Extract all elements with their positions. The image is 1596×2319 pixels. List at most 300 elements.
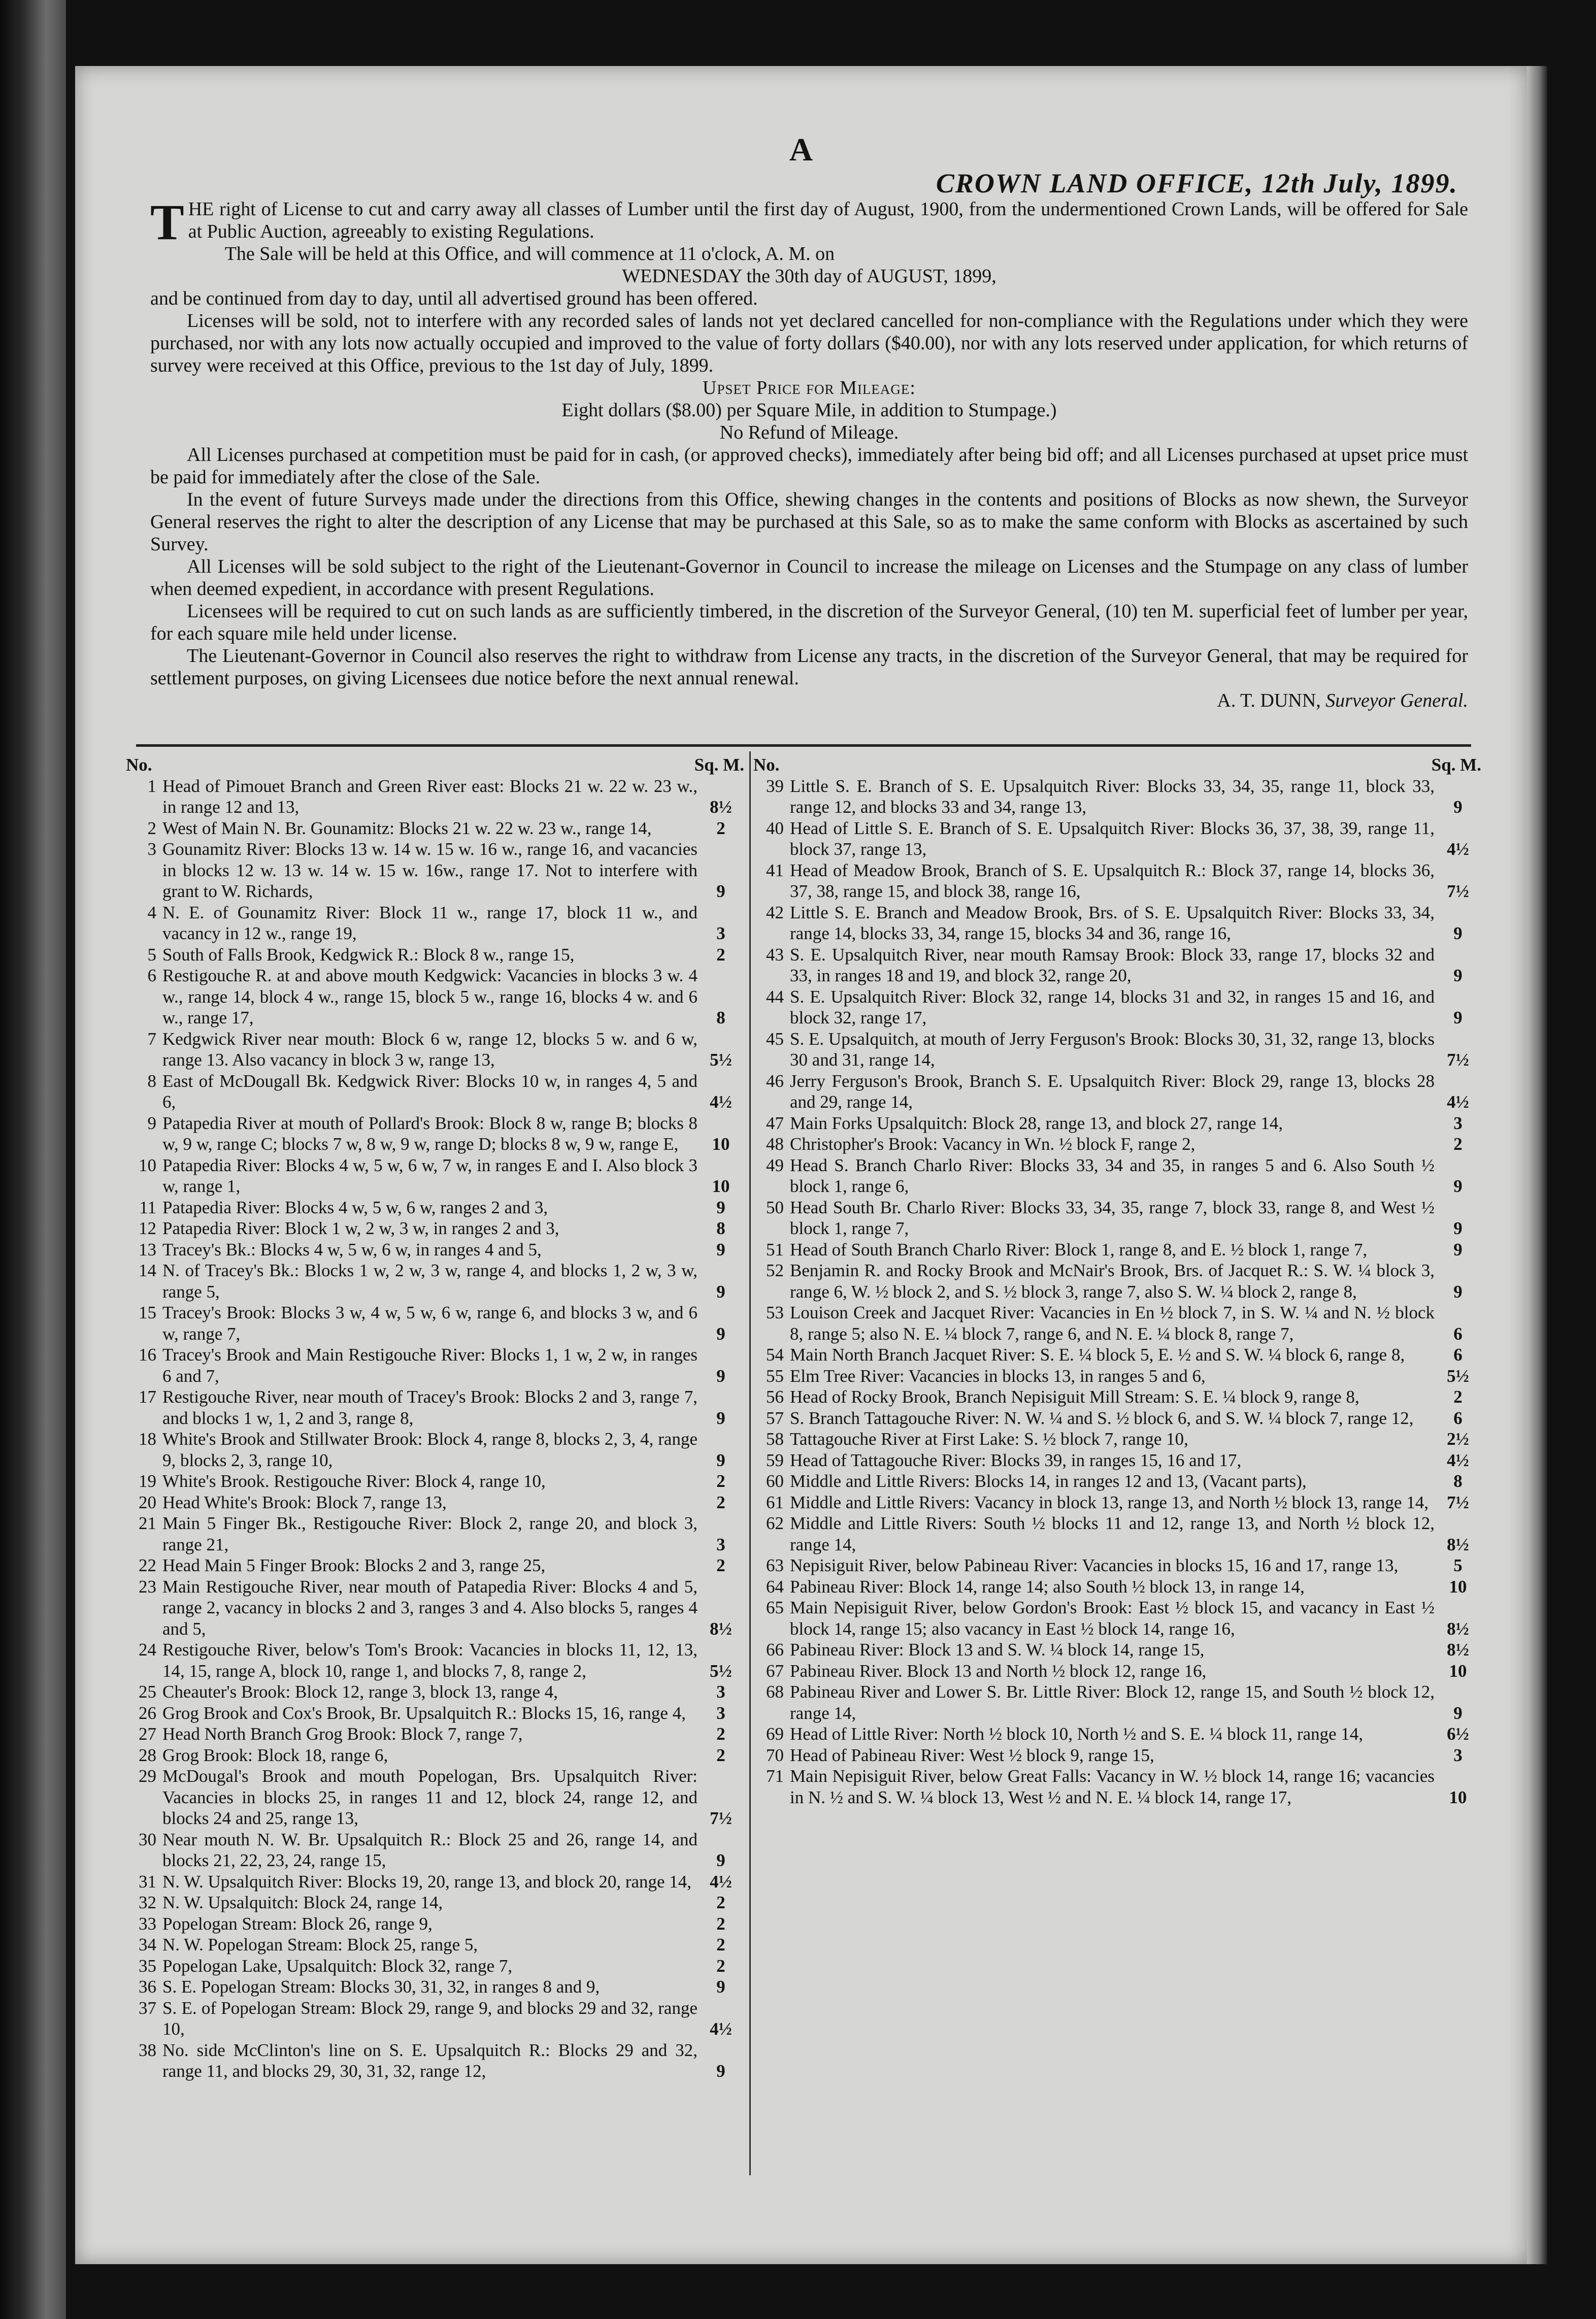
- entry-number: 45: [766, 1029, 784, 1049]
- entry-text: S. E. of Popelogan Stream: Block 29, range 9, and blocks 29 and 32, range 10,: [162, 1998, 697, 2039]
- entry-description: [126, 818, 697, 839]
- entry-number: 30: [139, 1829, 156, 1849]
- entry-description: [126, 1892, 697, 1913]
- entry-number: 53: [766, 1303, 784, 1322]
- entry-description: [753, 1429, 1435, 1450]
- entry-text: Little S. E. Branch of S. E. Upsalquitch River: Blocks 33, 34, 35, range 11, block 33, range 12, and blocks 33 and 34, range 13,: [790, 776, 1435, 817]
- entry-square-miles: 3: [716, 923, 725, 943]
- page-edge: [1527, 66, 1547, 2264]
- entry-text: Tracey's Brook and Main Restigouche River: Blocks 1, 1 w, 2 w, in ranges 6 and 7,: [162, 1345, 697, 1386]
- license-entry: [126, 1976, 744, 1998]
- column-divider: [749, 751, 751, 2175]
- entry-description: [126, 1724, 697, 1745]
- entry-number: 34: [139, 1935, 156, 1954]
- entry-square-miles: 9: [716, 1977, 725, 1997]
- entry-square-miles: 8½: [710, 1618, 732, 1639]
- entry-square-miles: 2½: [1447, 1429, 1469, 1449]
- license-entry: [753, 1639, 1481, 1661]
- entry-description: [126, 1471, 697, 1492]
- entry-number: 8: [147, 1071, 156, 1091]
- entry-text: Pabineau River: Block 13 and S. W. ¼ block 14, range 15,: [790, 1640, 1205, 1660]
- entry-square-miles: 5½: [710, 1661, 732, 1681]
- license-entry: [753, 1429, 1481, 1450]
- entry-description: [753, 1471, 1435, 1492]
- entry-text: Head of Rocky Brook, Branch Nepisiguit Mill Stream: S. E. ¼ block 9, range 8,: [790, 1387, 1359, 1407]
- entry-square-miles: 6½: [1447, 1724, 1469, 1744]
- document-page: [75, 66, 1527, 2264]
- signature: [150, 689, 1468, 712]
- sale-date-line: WEDNESDAY the 30th day of AUGUST, 1899,: [622, 266, 996, 287]
- entry-text: Pabineau River and Lower S. Br. Little River: Block 12, range 15, and South ½ block 12, range 14,: [790, 1682, 1435, 1723]
- entry-square-miles: 6: [1453, 1323, 1462, 1344]
- entry-text: Restigouche R. at and above mouth Kedgwick: Vacancies in blocks 3 w. 4 w., range 14, block 4 w., range 15, block 5 w., range 16, blocks 4 w. and 6 w., range 17,: [162, 966, 697, 1028]
- entry-number: 49: [766, 1155, 784, 1175]
- entry-square-miles: 9: [716, 2061, 725, 2081]
- entry-description: [126, 1639, 697, 1681]
- entry-square-miles: 4½: [710, 1871, 732, 1892]
- license-entry: [126, 1639, 744, 1681]
- upset-price-heading: Upset Price for Mileage:: [703, 377, 916, 399]
- left-entries: [126, 776, 744, 2082]
- entry-number: 14: [139, 1261, 156, 1280]
- license-entry: [126, 965, 744, 1029]
- entry-square-miles: 9: [1453, 1008, 1462, 1028]
- entry-number: 65: [766, 1598, 784, 1617]
- entry-square-miles: 9: [1453, 1239, 1462, 1260]
- notice-body: [150, 194, 1468, 712]
- entry-description: [126, 1260, 697, 1302]
- entry-number: 24: [139, 1640, 156, 1660]
- entry-text: Head of Pimouet Branch and Green River east: Blocks 21 w. 22 w. 23 w., in range 12 and 13,: [162, 776, 697, 817]
- entry-text: Jerry Ferguson's Brook, Branch S. E. Upsalquitch River: Block 29, range 13, blocks 28 and 29, range 14,: [790, 1071, 1435, 1112]
- entry-number: 58: [766, 1429, 784, 1449]
- notice-paragraph-8: Licensees will be required to cut on such lands as are sufficiently timbered, in the discretion of the Surveyor General, (10) ten M. superficial feet of lumber per year, for each square mile held under license.: [150, 601, 1468, 644]
- entry-square-miles: 2: [716, 944, 725, 965]
- entry-description: [753, 1639, 1435, 1661]
- notice-paragraph-7: All Licenses will be sold subject to the right of the Lieutenant-Governor in Council to increase the mileage on Licenses and the Stumpage on any class of lumber when deemed expedient, in accordance with present Regulations.: [150, 556, 1468, 600]
- entry-number: 43: [766, 944, 784, 965]
- column-header: [753, 754, 1481, 776]
- license-entry: [753, 1513, 1481, 1555]
- license-list-left: [126, 754, 744, 2082]
- entry-text: N. E. of Gounamitz River: Block 11 w., range 17, block 11 w., and vacancy in 12 w., range 19,: [162, 902, 697, 943]
- license-entry: [126, 1302, 744, 1344]
- license-entry: [753, 944, 1481, 986]
- notice-paragraph-1: [150, 194, 1468, 250]
- entry-text: Head North Branch Grog Brook: Block 7, range 7,: [162, 1724, 523, 1744]
- license-entry: [126, 1766, 744, 1829]
- entry-description: [753, 986, 1435, 1029]
- entry-square-miles: 10: [712, 1176, 730, 1196]
- entry-square-miles: 2: [716, 1913, 725, 1934]
- entry-number: 44: [766, 986, 784, 1007]
- entry-description: [126, 1934, 697, 1956]
- license-entry: [126, 1703, 744, 1724]
- entry-description: [753, 1155, 1435, 1197]
- entry-description: [126, 1956, 697, 1977]
- entry-number: 21: [139, 1513, 156, 1533]
- license-entry: [126, 902, 744, 944]
- entry-number: 47: [766, 1113, 784, 1133]
- entry-text: Benjamin R. and Rocky Brook and McNair's Brook, Brs. of Jacquet R.: S. W. ¼ block 3, range 6, W. ½ block 2, and S. ½ block 3, range 7, also S. W. ¼ block 2, range 8,: [790, 1261, 1435, 1302]
- section-letter: A: [789, 131, 813, 168]
- license-entry: [753, 1450, 1481, 1471]
- entry-description: [126, 1429, 697, 1471]
- column-header-no: No.: [126, 755, 152, 775]
- entry-number: 26: [139, 1703, 156, 1723]
- notice-paragraph-4: Licenses will be sold, not to interfere with any recorded sales of lands not yet declared cancelled for non-compliance with the Regulations under which they were purchased, nor with any lots now actually occupied and improved to the value of forty dollars ($40.00), nor with any lots reserved under application, for which returns of survey were received at this Office, previous to the 1st day of July, 1899.: [150, 310, 1468, 376]
- entry-number: 59: [766, 1450, 784, 1470]
- entry-square-miles: 2: [716, 1956, 725, 1976]
- entry-text: S. E. Upsalquitch, at mouth of Jerry Ferguson's Brook: Blocks 30, 31, 32, range 13, blocks 30 and 31, range 14,: [790, 1029, 1435, 1070]
- entry-number: 15: [139, 1303, 156, 1322]
- entry-text: West of Main N. Br. Gounamitz: Blocks 21 w. 22 w. 23 w., range 14,: [162, 818, 652, 838]
- entry-text: Tattagouche River at First Lake: S. ½ block 7, range 10,: [790, 1429, 1188, 1449]
- entry-square-miles: 5½: [1447, 1366, 1469, 1386]
- entry-square-miles: 5½: [710, 1050, 732, 1070]
- entry-number: 33: [139, 1913, 156, 1934]
- office-heading: CROWN LAND OFFICE, 12th July, 1899.: [936, 168, 1458, 198]
- license-entry: [753, 1555, 1481, 1576]
- entry-square-miles: 7½: [1447, 1050, 1469, 1070]
- entry-square-miles: 9: [716, 1323, 725, 1344]
- license-list-right: [753, 754, 1481, 1808]
- entry-square-miles: 3: [716, 1703, 725, 1723]
- entry-number: 23: [139, 1576, 156, 1597]
- entry-description: [753, 818, 1435, 860]
- entry-number: 71: [766, 1766, 784, 1786]
- notice-paragraph-9: The Lieutenant-Governor in Council also reserves the right to withdraw from License any tracts, in the discretion of the Surveyor General, that may be required for settlement purposes, on giving Licensees due notice before the next annual renewal.: [150, 645, 1468, 689]
- entry-square-miles: 9: [716, 1197, 725, 1217]
- signature-name: A. T. DUNN,: [1217, 690, 1321, 711]
- entry-description: [126, 1766, 697, 1829]
- license-entry: [126, 1260, 744, 1302]
- entry-number: 35: [139, 1956, 156, 1976]
- license-entry: [753, 1766, 1481, 1808]
- entry-number: 50: [766, 1197, 784, 1217]
- notice-paragraph-1-text: HE right of License to cut and carry away all classes of Lumber until the first day of August, 1900, from the undermentioned Crown Lands, will be offered for Sale at Public Auction, agreeably to existing Regulations.: [188, 198, 1468, 242]
- entry-number: 61: [766, 1492, 784, 1512]
- entry-text: Gounamitz River: Blocks 13 w. 14 w. 15 w. 16 w., range 16, and vacancies in blocks 12 w. 13 w. 14 w. 15 w. 16w., range 17. Not to interfere with grant to W. Richards,: [162, 839, 697, 901]
- license-entry: [126, 1555, 744, 1576]
- entry-square-miles: 3: [1453, 1113, 1462, 1133]
- license-entry: [126, 1745, 744, 1766]
- entry-text: Head of Meadow Brook, Branch of S. E. Upsalquitch R.: Block 37, range 14, blocks 36, 37, 38, range 15, and block 38, range 16,: [790, 860, 1435, 901]
- entry-number: 54: [766, 1345, 784, 1365]
- entry-text: Restigouche River, near mouth of Tracey's Brook: Blocks 2 and 3, range 7, and blocks 1 w, 1, 2 and 3, range 8,: [162, 1387, 697, 1428]
- entry-number: 31: [139, 1871, 156, 1892]
- license-entry: [753, 1366, 1481, 1387]
- entry-square-miles: 2: [716, 1471, 725, 1491]
- license-entry: [753, 1724, 1481, 1745]
- entry-text: Kedgwick River near mouth: Block 6 w, range 12, blocks 5 w. and 6 w, range 13. Also vacancy in block 3 w, range 13,: [162, 1029, 697, 1070]
- entry-number: 1: [147, 776, 156, 796]
- license-entry: [126, 1871, 744, 1893]
- entry-number: 10: [139, 1155, 156, 1175]
- entry-number: 25: [139, 1682, 156, 1702]
- entry-number: 48: [766, 1134, 784, 1154]
- notice-paragraph-3: and be continued from day to day, until all advertised ground has been offered.: [150, 288, 758, 309]
- entry-square-miles: 9: [716, 1408, 725, 1428]
- entry-description: [126, 1492, 697, 1513]
- entry-number: 51: [766, 1239, 784, 1260]
- entry-square-miles: 8: [716, 1218, 725, 1238]
- license-entry: [126, 1829, 744, 1871]
- entry-number: 46: [766, 1071, 784, 1091]
- entry-number: 6: [147, 966, 156, 985]
- entry-text: S. Branch Tattagouche River: N. W. ¼ and S. ½ block 6, and S. W. ¼ block 7, range 12,: [790, 1408, 1414, 1428]
- entry-description: [126, 944, 697, 966]
- license-entry: [126, 1239, 744, 1261]
- license-entry: [753, 1302, 1481, 1344]
- license-entry: [126, 1956, 744, 1977]
- license-entry: [126, 1998, 744, 2040]
- entry-description: [753, 1492, 1435, 1513]
- entry-square-miles: 4½: [1447, 1450, 1469, 1470]
- entry-square-miles: 2: [716, 818, 725, 838]
- entry-number: 19: [139, 1471, 156, 1491]
- entry-number: 63: [766, 1555, 784, 1575]
- license-entry: [126, 1934, 744, 1956]
- license-entry: [126, 1892, 744, 1913]
- license-entry: [126, 944, 744, 966]
- entry-number: 12: [139, 1218, 156, 1238]
- entry-square-miles: 2: [1453, 1387, 1462, 1407]
- entry-description: [753, 1029, 1435, 1071]
- entry-square-miles: 4½: [710, 1092, 732, 1112]
- entry-number: 55: [766, 1366, 784, 1386]
- entry-description: [126, 1071, 697, 1113]
- entry-number: 57: [766, 1408, 784, 1428]
- entry-text: Main Nepisiguit River, below Gordon's Brook: East ½ block 15, and vacancy in East ½ block 14, range 15; also vacancy in East ½ block 14, range 16,: [790, 1598, 1435, 1639]
- license-entry: [753, 986, 1481, 1029]
- license-entry: [126, 1071, 744, 1113]
- entry-square-miles: 7½: [1447, 1492, 1469, 1512]
- entry-square-miles: 2: [716, 1492, 725, 1512]
- notice-paragraph-6: In the event of future Surveys made under the directions from this Office, shewing changes in the contents and positions of Blocks as now shewn, the Surveyor General reserves the right to alter the description of any License that may be purchased at this Sale, so as to make the same conform with Blocks as ascertained by such Survey.: [150, 489, 1468, 555]
- entry-square-miles: 4½: [710, 2019, 732, 2039]
- license-entry: [753, 1492, 1481, 1513]
- entry-description: [753, 1302, 1435, 1344]
- license-entry: [126, 2040, 744, 2082]
- license-entry: [753, 818, 1481, 860]
- entry-description: [126, 1197, 697, 1218]
- entry-number: 17: [139, 1387, 156, 1407]
- entry-number: 56: [766, 1387, 784, 1407]
- entry-square-miles: 9: [1453, 1281, 1462, 1302]
- entry-number: 32: [139, 1893, 156, 1912]
- no-refund-line: No Refund of Mileage.: [719, 422, 899, 443]
- entry-text: Nepisiguit River, below Pabineau River: Vacancies in blocks 15, 16 and 17, range 13,: [790, 1555, 1399, 1575]
- entry-text: Grog Brook and Cox's Brook, Br. Upsalquitch R.: Blocks 15, 16, range 4,: [162, 1703, 686, 1723]
- entry-text: White's Brook. Restigouche River: Block 4, range 10,: [162, 1471, 546, 1491]
- license-entry: [126, 1113, 744, 1155]
- entry-square-miles: 9: [716, 1366, 725, 1386]
- entry-number: 28: [139, 1745, 156, 1765]
- entry-square-miles: 6: [1453, 1345, 1462, 1365]
- entry-text: Patapedia River: Blocks 4 w, 5 w, 6 w, 7 w, in ranges E and I. Also block 3 w, range 1,: [162, 1155, 697, 1196]
- entry-square-miles: 10: [1449, 1661, 1467, 1681]
- entry-description: [126, 902, 697, 944]
- entry-text: N. W. Popelogan Stream: Block 25, range 5,: [162, 1935, 478, 1954]
- entry-text: East of McDougall Bk. Kedgwick River: Blocks 10 w, in ranges 4, 5 and 6,: [162, 1071, 697, 1112]
- entry-text: Grog Brook: Block 18, range 6,: [162, 1745, 388, 1765]
- license-entry: [753, 1597, 1481, 1639]
- entry-square-miles: 2: [716, 1935, 725, 1954]
- entry-description: [753, 1239, 1435, 1261]
- entry-number: 13: [139, 1239, 156, 1260]
- entry-description: [753, 1366, 1435, 1387]
- drop-cap: T: [150, 194, 184, 250]
- entry-description: [126, 1703, 697, 1724]
- entry-description: [126, 1302, 697, 1344]
- entry-description: [753, 944, 1435, 986]
- entry-description: [126, 1218, 697, 1239]
- upset-price-line: Eight dollars ($8.00) per Square Mile, in addition to Stumpage.): [561, 400, 1057, 421]
- entry-number: 27: [139, 1724, 156, 1744]
- entry-square-miles: 10: [1449, 1787, 1467, 1807]
- column-header-no: No.: [753, 755, 780, 775]
- entry-text: Main 5 Finger Bk., Restigouche River: Block 2, range 20, and block 3, range 21,: [162, 1513, 697, 1554]
- license-entry: [753, 902, 1481, 944]
- entry-number: 66: [766, 1640, 784, 1660]
- entry-text: Louison Creek and Jacquet River: Vacancies in En ½ block 7, in S. W. ¼ and N. ½ block 8, range 5; also N. E. ¼ block 7, range 6, and N. E. ¼ block 8, range 7,: [790, 1303, 1435, 1344]
- license-entry: [126, 1218, 744, 1239]
- license-entry: [753, 1471, 1481, 1492]
- entry-square-miles: 9: [1453, 966, 1462, 985]
- license-entry: [753, 1386, 1481, 1408]
- license-entry: [126, 1681, 744, 1703]
- entry-square-miles: 9: [1453, 1176, 1462, 1196]
- entry-description: [126, 1913, 697, 1935]
- right-entries: [753, 776, 1481, 1808]
- license-entry: [126, 1492, 744, 1513]
- notice-paragraph-5: All Licenses purchased at competition must be paid for in cash, (or approved checks), immediately after being bid off; and all Licenses purchased at upset price must be paid for immediately after the close of the Sale.: [150, 444, 1468, 488]
- entry-square-miles: 8: [1453, 1471, 1462, 1491]
- entry-description: [753, 1113, 1435, 1134]
- entry-number: 42: [766, 902, 784, 922]
- entry-text: Pabineau River. Block 13 and North ½ block 12, range 16,: [790, 1661, 1207, 1681]
- entry-number: 69: [766, 1724, 784, 1744]
- entry-number: 9: [147, 1113, 156, 1133]
- entry-square-miles: 9: [716, 881, 725, 901]
- entry-text: Head of Pabineau River: West ½ block 9, range 15,: [790, 1745, 1154, 1765]
- entry-description: [753, 1576, 1435, 1598]
- entry-text: Cheauter's Brook: Block 12, range 3, block 13, range 4,: [162, 1682, 558, 1702]
- license-entry: [753, 1155, 1481, 1197]
- book-binding: [0, 0, 66, 2319]
- entry-text: S. E. Upsalquitch River, near mouth Ramsay Brook: Block 33, range 17, blocks 32 and 33, in ranges 18 and 19, and block 32, range 20,: [790, 944, 1435, 985]
- entry-square-miles: 3: [716, 1682, 725, 1702]
- signature-title: Surveyor General.: [1325, 690, 1468, 711]
- entry-number: 39: [766, 776, 784, 796]
- entry-square-miles: 6: [1453, 1408, 1462, 1428]
- notice-paragraph-2: The Sale will be held at this Office, and will commence at 11 o'clock, A. M. on: [224, 243, 835, 264]
- license-entry: [126, 1155, 744, 1197]
- license-entry: [753, 1576, 1481, 1598]
- entry-number: 40: [766, 818, 784, 838]
- entry-square-miles: 2: [716, 1893, 725, 1912]
- entry-square-miles: 3: [1453, 1745, 1462, 1765]
- entry-text: S. E. Upsalquitch River: Block 32, range 14, blocks 31 and 32, in ranges 15 and 16, and block 32, range 17,: [790, 986, 1435, 1028]
- entry-text: Patapedia River: Blocks 4 w, 5 w, 6 w, ranges 2 and 3,: [162, 1197, 548, 1217]
- entry-square-miles: 9: [1453, 797, 1462, 817]
- entry-description: [753, 1134, 1435, 1155]
- entry-text: Head White's Brook: Block 7, range 13,: [162, 1492, 447, 1512]
- entry-description: [126, 1344, 697, 1386]
- entry-number: 18: [139, 1429, 156, 1449]
- entry-description: [126, 776, 697, 818]
- license-entry: [126, 1429, 744, 1471]
- license-entry: [753, 1134, 1481, 1155]
- entry-text: McDougal's Brook and mouth Popelogan, Brs. Upsalquitch River: Vacancies in blocks 25, in ranges 11 and 12, block 24, range 12, and blocks 24 and 25, range 13,: [162, 1766, 697, 1828]
- entry-square-miles: 10: [1449, 1576, 1467, 1597]
- entry-description: [126, 1871, 697, 1893]
- entry-square-miles: 2: [716, 1724, 725, 1744]
- license-entry: [753, 776, 1481, 818]
- entry-description: [126, 1386, 697, 1429]
- entry-text: Head Main 5 Finger Brook: Blocks 2 and 3, range 25,: [162, 1555, 546, 1575]
- entry-description: [753, 1555, 1435, 1576]
- entry-text: N. of Tracey's Bk.: Blocks 1 w, 2 w, 3 w, range 4, and blocks 1, 2 w, 3 w, range 5,: [162, 1261, 697, 1302]
- entry-text: Restigouche River, below's Tom's Brook: Vacancies in blocks 11, 12, 13, 14, 15, range A, block 10, range 1, and blocks 7, 8, range 2,: [162, 1640, 697, 1681]
- entry-square-miles: 8½: [1447, 1640, 1469, 1660]
- entry-square-miles: 7½: [1447, 881, 1469, 901]
- license-entry: [753, 1113, 1481, 1134]
- entry-text: Elm Tree River: Vacancies in blocks 13, in ranges 5 and 6,: [790, 1366, 1206, 1386]
- entry-description: [126, 1113, 697, 1155]
- entry-text: Tracey's Brook: Blocks 3 w, 4 w, 5 w, 6 w, range 6, and blocks 3 w, and 6 w, range 7,: [162, 1303, 697, 1344]
- entry-description: [126, 1029, 697, 1071]
- entry-text: Tracey's Bk.: Blocks 4 w, 5 w, 6 w, in ranges 4 and 5,: [162, 1239, 542, 1260]
- entry-description: [126, 1745, 697, 1766]
- entry-square-miles: 9: [1453, 1703, 1462, 1723]
- entry-square-miles: 9: [716, 1239, 725, 1260]
- entry-square-miles: 9: [716, 1850, 725, 1870]
- entry-number: 2: [147, 818, 156, 838]
- entry-text: Little S. E. Branch and Meadow Brook, Brs. of S. E. Upsalquitch River: Blocks 33, 34, range 14, blocks 33, 34, range 15, blocks 34 and 36, range 16,: [790, 902, 1435, 943]
- license-entry: [126, 839, 744, 902]
- entry-number: 16: [139, 1345, 156, 1365]
- entry-description: [753, 1766, 1435, 1808]
- entry-square-miles: 8½: [1447, 1534, 1469, 1554]
- entry-description: [753, 1408, 1435, 1429]
- entry-number: 7: [147, 1029, 156, 1049]
- entry-square-miles: 4½: [1447, 839, 1469, 859]
- license-entry: [753, 1071, 1481, 1113]
- entry-description: [126, 1681, 697, 1703]
- entry-text: Main Forks Upsalquitch: Block 28, range 13, and block 27, range 14,: [790, 1113, 1283, 1133]
- entry-text: Head of Little S. E. Branch of S. E. Upsalquitch River: Blocks 36, 37, 38, 39, range 11, block 37, range 13,: [790, 818, 1435, 859]
- entry-text: Popelogan Stream: Block 26, range 9,: [162, 1913, 433, 1934]
- entry-number: 62: [766, 1513, 784, 1533]
- entry-description: [126, 1998, 697, 2040]
- entry-number: 4: [147, 902, 156, 922]
- entry-square-miles: 8½: [710, 797, 732, 817]
- entry-number: 52: [766, 1261, 784, 1280]
- license-entry: [753, 1745, 1481, 1766]
- entry-description: [126, 1155, 697, 1197]
- entry-text: Head of South Branch Charlo River: Block 1, range 8, and E. ½ block 1, range 7,: [790, 1239, 1368, 1260]
- entry-square-miles: 8: [716, 1008, 725, 1028]
- entry-text: Main Restigouche River, near mouth of Patapedia River: Blocks 4 and 5, range 2, vacancy in blocks 2 and 3, ranges 3 and 4. Also blocks 5, ranges 4 and 5,: [162, 1576, 697, 1639]
- entry-description: [753, 902, 1435, 944]
- entry-square-miles: 9: [1453, 1218, 1462, 1238]
- license-entry: [753, 1681, 1481, 1724]
- entry-description: [753, 1597, 1435, 1639]
- entry-text: Middle and Little Rivers: Vacancy in block 13, range 13, and North ½ block 13, range 14,: [790, 1492, 1429, 1512]
- license-entry: [753, 1344, 1481, 1366]
